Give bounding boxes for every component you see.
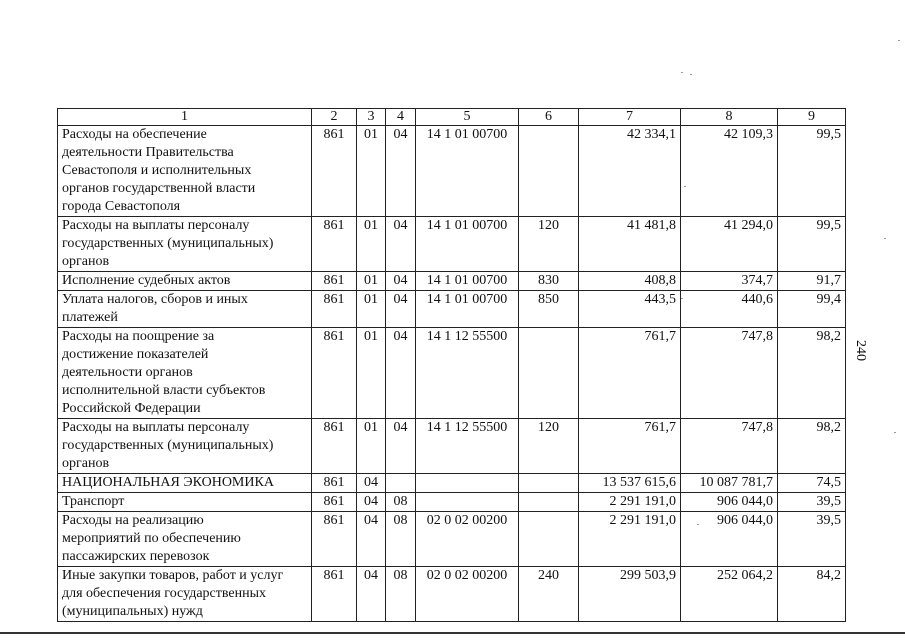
row-name-line: Иные закупки товаров, работ и услуг: [62, 568, 284, 583]
row-name-line: органов государственной власти: [62, 181, 256, 196]
table-row: [58, 126, 846, 217]
row-cell-c3: 04: [357, 474, 386, 493]
row-cell-c9: 99,4: [778, 291, 846, 328]
row-cell-c9: 74,5: [778, 474, 846, 493]
row-cell-c3: 04: [357, 512, 386, 567]
row-cell-c2: 861: [312, 272, 357, 291]
row-cell-c7: 13 537 615,6: [579, 474, 681, 493]
table-row: [58, 567, 846, 622]
row-cell-c4: [386, 474, 416, 493]
row-cell-c4: 04: [386, 291, 416, 328]
row-cell-c4: 04: [386, 272, 416, 291]
row-cell-c7: 2 291 191,0: [579, 512, 681, 567]
table-row: [58, 474, 846, 493]
row-cell-c4: 04: [386, 328, 416, 419]
row-cell-c4: 08: [386, 567, 416, 622]
row-cell-c8: 747,8: [681, 419, 778, 474]
row-cell-c8: 252 064,2: [681, 567, 778, 622]
row-name-line: исполнительной власти субъектов: [62, 383, 266, 398]
row-cell-c4: 04: [386, 126, 416, 217]
budget-table: [57, 108, 846, 622]
row-cell-c8: 906 044,0: [681, 493, 778, 512]
scan-speck: [690, 74, 692, 75]
row-name-line: для обеспечения государственных: [62, 586, 266, 601]
row-cell-c5: 14 1 01 00700: [416, 272, 519, 291]
row-cell-c6: 120: [519, 419, 579, 474]
row-cell-c6: [519, 512, 579, 567]
row-cell-c5: 14 1 01 00700: [416, 291, 519, 328]
row-cell-c9: 91,7: [778, 272, 846, 291]
row-name-cell: [58, 512, 312, 567]
row-name-cell: [58, 567, 312, 622]
row-name-line: платежей: [62, 310, 118, 325]
header-cell: 7: [579, 109, 681, 126]
row-name-line: достижение показателей: [62, 347, 209, 362]
row-cell-c2: 861: [312, 126, 357, 217]
header-cell: 8: [681, 109, 778, 126]
table-row: [58, 291, 846, 328]
table-row: [58, 217, 846, 272]
page-number: 240: [853, 340, 868, 361]
row-name-cell: [58, 126, 312, 217]
row-name-line: органов: [62, 254, 110, 269]
header-cell: 5: [416, 109, 519, 126]
scan-speck: [697, 524, 699, 525]
row-cell-c5: [416, 493, 519, 512]
row-cell-c2: 861: [312, 512, 357, 567]
row-cell-c3: 01: [357, 272, 386, 291]
row-cell-c5: 02 0 02 00200: [416, 567, 519, 622]
row-name-line: НАЦИОНАЛЬНАЯ ЭКОНОМИКА: [62, 475, 274, 490]
row-cell-c5: [416, 474, 519, 493]
header-cell: 4: [386, 109, 416, 126]
row-name-line: Российской Федерации: [62, 401, 201, 416]
row-cell-c6: 120: [519, 217, 579, 272]
row-cell-c6: [519, 474, 579, 493]
row-cell-c3: 01: [357, 291, 386, 328]
table-row: [58, 493, 846, 512]
row-cell-c2: 861: [312, 217, 357, 272]
row-name-line: Транспорт: [62, 494, 125, 509]
scan-speck: [681, 298, 683, 299]
header-cell: 6: [519, 109, 579, 126]
scan-speck: [684, 186, 686, 187]
row-cell-c6: [519, 126, 579, 217]
row-name-line: деятельности органов: [62, 365, 193, 380]
row-name-line: государственных (муниципальных): [62, 236, 274, 251]
row-cell-c7: 42 334,1: [579, 126, 681, 217]
scan-edge-line: [0, 632, 905, 634]
row-name-cell: [58, 419, 312, 474]
row-name-line: органов: [62, 456, 110, 471]
row-cell-c5: 14 1 12 55500: [416, 419, 519, 474]
row-cell-c3: 01: [357, 217, 386, 272]
row-cell-c2: 861: [312, 474, 357, 493]
table-row: [58, 419, 846, 474]
row-cell-c6: [519, 328, 579, 419]
row-cell-c5: 14 1 01 00700: [416, 126, 519, 217]
row-name-line: государственных (муниципальных): [62, 438, 274, 453]
row-cell-c7: 761,7: [579, 328, 681, 419]
row-cell-c9: 39,5: [778, 512, 846, 567]
row-name-line: города Севастополя: [62, 199, 181, 214]
row-cell-c8: 374,7: [681, 272, 778, 291]
row-cell-c7: 761,7: [579, 419, 681, 474]
row-cell-c2: 861: [312, 328, 357, 419]
row-cell-c3: 01: [357, 126, 386, 217]
row-name-line: деятельности Правительства: [62, 145, 234, 160]
row-cell-c4: 08: [386, 512, 416, 567]
row-cell-c2: 861: [312, 567, 357, 622]
table-row: [58, 512, 846, 567]
row-name-cell: [58, 272, 312, 291]
row-name-line: (муниципальных) нужд: [62, 604, 203, 619]
row-name-line: Уплата налогов, сборов и иных: [62, 292, 248, 307]
scan-speck: [898, 40, 900, 41]
row-cell-c9: 39,5: [778, 493, 846, 512]
row-cell-c8: 41 294,0: [681, 217, 778, 272]
row-name-line: Расходы на выплаты персоналу: [62, 218, 250, 233]
scan-speck: [681, 72, 683, 73]
row-cell-c2: 861: [312, 493, 357, 512]
row-name-cell: [58, 217, 312, 272]
row-cell-c9: 99,5: [778, 126, 846, 217]
row-cell-c6: 850: [519, 291, 579, 328]
row-cell-c2: 861: [312, 291, 357, 328]
row-cell-c5: 14 1 01 00700: [416, 217, 519, 272]
row-name-cell: [58, 291, 312, 328]
row-name-cell: [58, 493, 312, 512]
row-cell-c2: 861: [312, 419, 357, 474]
row-cell-c8: 747,8: [681, 328, 778, 419]
row-cell-c7: 408,8: [579, 272, 681, 291]
row-cell-c5: 02 0 02 00200: [416, 512, 519, 567]
table-header-row: [58, 109, 846, 126]
table-row: [58, 272, 846, 291]
header-cell: 3: [357, 109, 386, 126]
row-cell-c6: 240: [519, 567, 579, 622]
row-cell-c6: [519, 493, 579, 512]
row-cell-c9: 99,5: [778, 217, 846, 272]
table-row: [58, 328, 846, 419]
header-cell: 9: [778, 109, 846, 126]
header-cell: 1: [58, 109, 312, 126]
row-cell-c8: 906 044,0: [681, 512, 778, 567]
row-name-line: Севастополя и исполнительных: [62, 163, 252, 178]
row-name-cell: [58, 328, 312, 419]
row-cell-c6: 830: [519, 272, 579, 291]
row-cell-c9: 84,2: [778, 567, 846, 622]
row-name-line: Исполнение судебных актов: [62, 273, 231, 288]
row-cell-c3: 04: [357, 493, 386, 512]
row-cell-c7: 2 291 191,0: [579, 493, 681, 512]
row-cell-c7: 443,5: [579, 291, 681, 328]
row-cell-c7: 299 503,9: [579, 567, 681, 622]
row-cell-c4: 04: [386, 419, 416, 474]
row-cell-c8: 440,6: [681, 291, 778, 328]
row-name-line: пассажирских перевозок: [62, 549, 210, 564]
row-cell-c8: 42 109,3: [681, 126, 778, 217]
scan-speck: [884, 238, 886, 239]
row-cell-c4: 04: [386, 217, 416, 272]
row-cell-c9: 98,2: [778, 419, 846, 474]
row-name-cell: [58, 474, 312, 493]
row-cell-c8: 10 087 781,7: [681, 474, 778, 493]
row-name-line: мероприятий по обеспечению: [62, 531, 241, 546]
scan-speck: [894, 432, 896, 433]
row-cell-c5: 14 1 12 55500: [416, 328, 519, 419]
header-cell: 2: [312, 109, 357, 126]
row-name-line: Расходы на поощрение за: [62, 329, 215, 344]
row-cell-c7: 41 481,8: [579, 217, 681, 272]
row-name-line: Расходы на реализацию: [62, 513, 204, 528]
row-cell-c3: 01: [357, 419, 386, 474]
row-cell-c3: 01: [357, 328, 386, 419]
row-name-line: Расходы на выплаты персоналу: [62, 420, 250, 435]
row-name-line: Расходы на обеспечение: [62, 127, 207, 142]
row-cell-c9: 98,2: [778, 328, 846, 419]
row-cell-c3: 04: [357, 567, 386, 622]
row-cell-c4: 08: [386, 493, 416, 512]
